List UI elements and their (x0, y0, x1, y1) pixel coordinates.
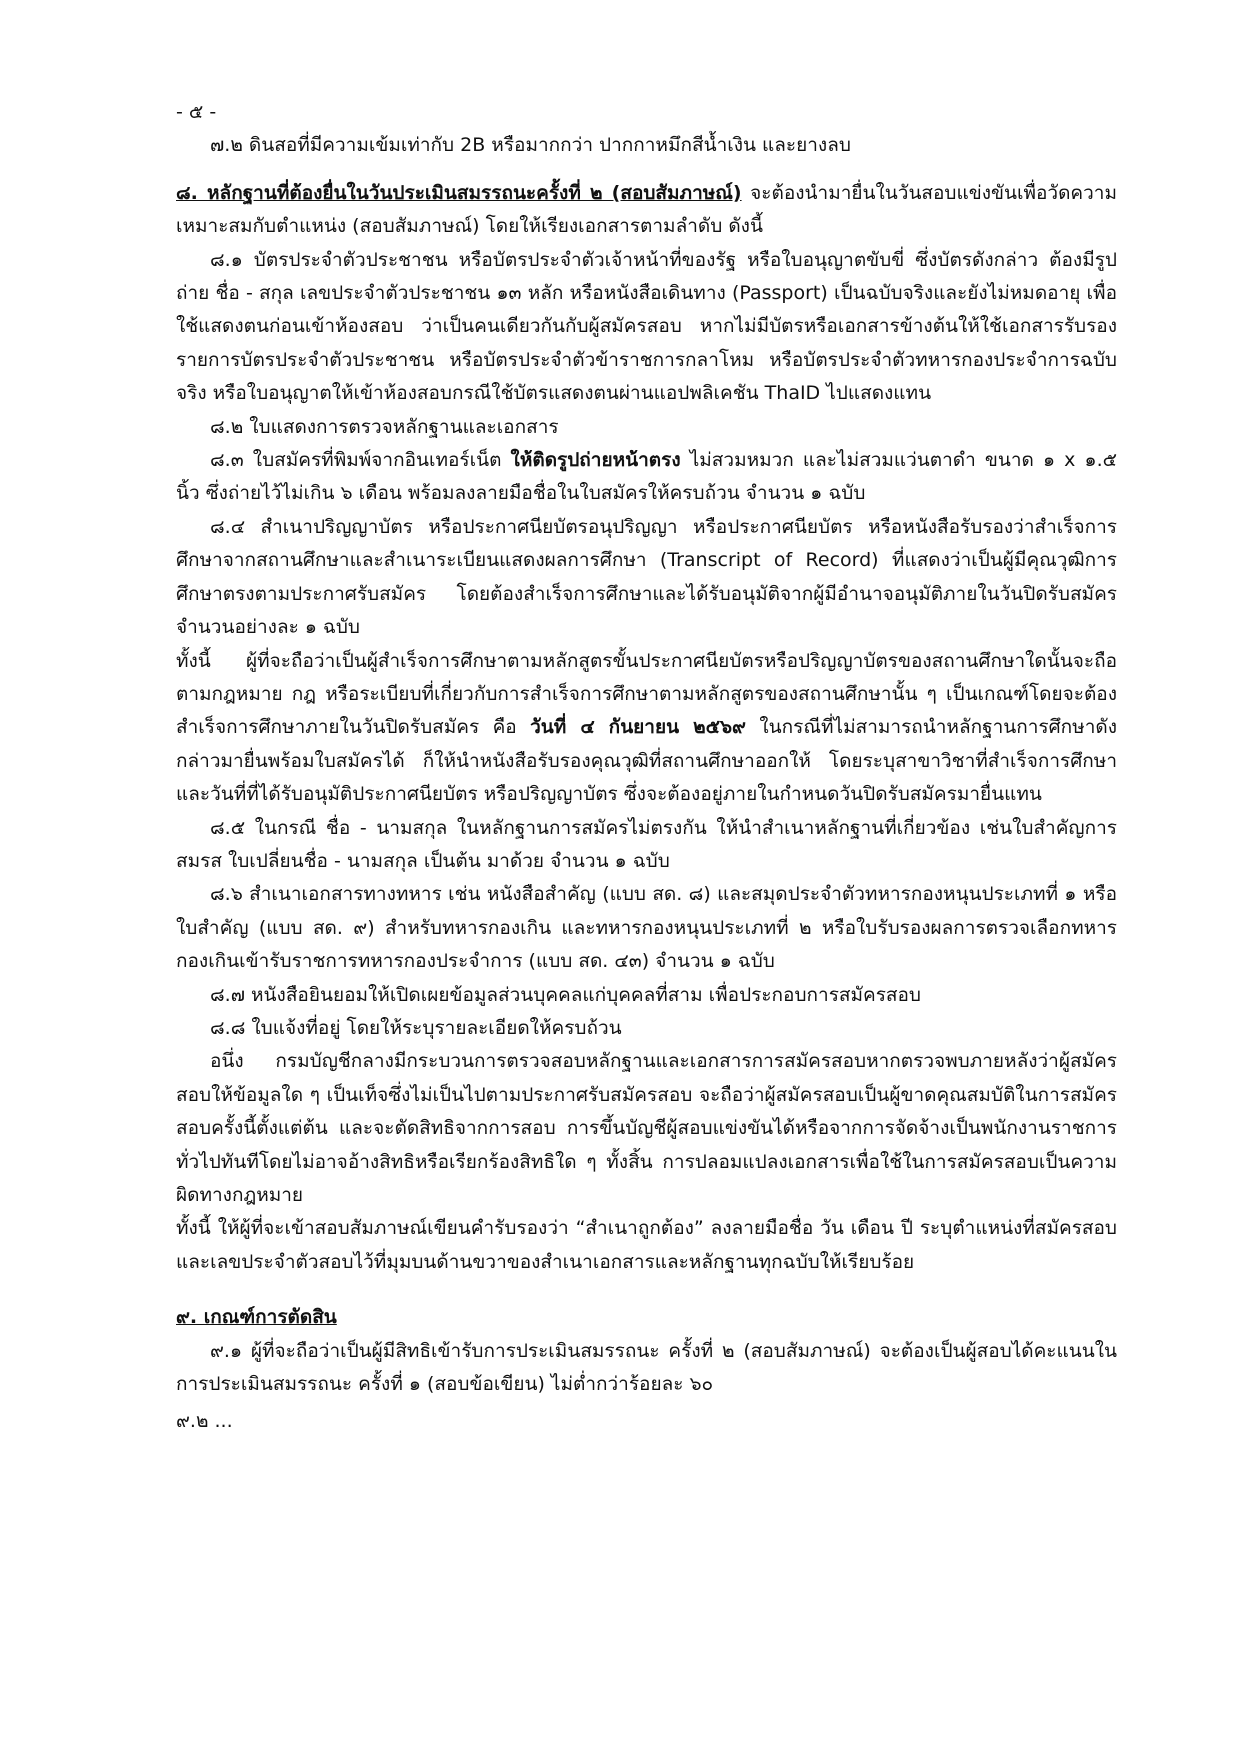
item-8-4: ๘.๔ สำเนาปริญญาบัตร หรือประกาศนียบัตรอนุปริญญา หรือประกาศนียบัตร หรือหนังสือรับรองว่าสำเร็จการศึกษาจากสถานศึกษาและสำเนาระเบียนแสดงผลการศึกษา (Transcript of Record) ที่แสดงว่าเป็นผู้มีคุณวุฒิการศึกษาตรงตามประกาศรับสมัคร โดยต้องสำเร็จการศึกษาและได้รับอนุมัติจากผู้มีอำนาจอนุมัติภายในวันปิดรับสมัครจำนวนอย่างละ ๑ ฉบับ (176, 515, 1117, 639)
section-9-paragraph (176, 1301, 1117, 1334)
item-8-3-emphasis: ให้ติดรูปถ่ายหน้าตรง (510, 449, 681, 472)
item-8-6: ๘.๖ สำเนาเอกสารทางทหาร เช่น หนังสือสำคัญ (แบบ สด. ๘) และสมุดประจำตัวทหารกองหนุนประเภทที่ ๑ หรือใบสำคัญ (แบบ สด. ๙) สำหรับทหารกองเกิน และทหารกองหนุนประเภทที่ ๒ หรือใบรับรองผลการตรวจเลือกทหารกองเกินเข้ารับราชการทหารกองประจำการ (แบบ สด. ๔๓) จำนวน ๑ ฉบับ (176, 883, 1117, 973)
certify-paragraph: ทั้งนี้ ให้ผู้ที่จะเข้าสอบสัมภาษณ์เขียนคำรับรองว่า “สำเนาถูกต้อง” ลงลายมือชื่อ วัน เดือน ปี ระบุตำแหน่งที่สมัครสอบ และเลขประจำตัวสอบไว้ที่มุมบนด้านขวาของสำเนาเอกสารและหลักฐานทุกฉบับให้เรียบร้อย (176, 1217, 1117, 1273)
page-continuation: ๙.๒ ... (176, 1410, 233, 1433)
item-8-8: ๘.๘ ใบแจ้งที่อยู่ โดยให้ระบุรายละเอียดให้ครบถ้วน (210, 1016, 622, 1039)
item-8-7: ๘.๗ หนังสือยินยอมให้เปิดเผยข้อมูลส่วนบุคคลแก่บุคคลที่สาม เพื่อประกอบการสมัครสอบ (210, 983, 921, 1006)
item-8-3-rest: ไม่สวมหมวก และไม่สวมแว่นตาดำ ขนาด ๑ x ๑.๕ นิ้ว ซึ่งถ่ายไว้ไม่เกิน ๖ เดือน พร้อมลงลายมือชื่อในใบสมัครให้ครบถ้วน จำนวน ๑ ฉบับ (176, 449, 1118, 505)
closing-date: วันที่ ๔ กันยายน ๒๕๖๙ (530, 716, 746, 739)
item-9-1: ๙.๑ ผู้ที่จะถือว่าเป็นผู้มีสิทธิเข้ารับการประเมินสมรรถนะ ครั้งที่ ๒ (สอบสัมภาษณ์) จะต้องเป็นผู้สอบได้คะแนนในการประเมินสมรรถนะ ครั้งที่ ๑ (สอบข้อเขียน) ไม่ต่ำกว่าร้อยละ ๖๐ (176, 1339, 1117, 1396)
section-9-heading: ๙. เกณฑ์การตัดสิน (176, 1306, 337, 1329)
section-8-intro: จะต้องนำมายื่นในวันสอบแข่งขันเพื่อวัดความเหมาะสมกับตำแหน่ง (สอบสัมภาษณ์) โดยให้เรียงเอกสารตามลำดับ ดังนี้ (176, 181, 1117, 238)
item-8-3-lead: ๘.๓ ใบสมัครที่พิมพ์จากอินเทอร์เน็ต (210, 449, 511, 472)
education-note (176, 645, 1117, 812)
notice-paragraph: อนึ่ง กรมบัญชีกลางมีกระบวนการตรวจสอบหลักฐานและเอกสารการสมัครสอบหากตรวจพบภายหลังว่าผู้สมัครสอบให้ข้อมูลใด ๆ เป็นเท็จซึ่งไม่เป็นไปตามประกาศรับสมัครสอบ จะถือว่าผู้สมัครสอบเป็นผู้ขาดคุณสมบัติในการสมัครสอบครั้งนี้ตั้งแต่ต้น และจะตัดสิทธิจากการสอบ การขึ้นบัญชีผู้สอบแข่งขันได้หรือจากการจัดจ้างเป็นพนักงานราชการทั่วไปทันทีโดยไม่อาจอ้างสิทธิหรือเรียกร้องสิทธิใด ๆ ทั้งสิ้น การปลอมแปลงเอกสารเพื่อใช้ในการสมัครสอบเป็นความผิดทางกฎหมาย (176, 1050, 1117, 1206)
section-8-heading: ๘. หลักฐานที่ต้องยื่นในวันประเมินสมรรถนะครั้งที่ ๒ (สอบสัมภาษณ์) (176, 181, 742, 204)
education-note-rest: ในกรณีที่ไม่สามารถนำหลักฐานการศึกษาดังกล่าวมายื่นพร้อมใบสมัครได้ ก็ให้นำหนังสือรับรองคุณวุฒิที่สถานศึกษาออกให้ โดยระบุสาขาวิชาที่สำเร็จการศึกษาและวันที่ที่ได้รับอนุมัติประกาศนียบัตร หรือปริญญาบัตร ซึ่งจะต้องอยู่ภายในกำหนดวันปิดรับสมัครมายื่นแทน (176, 716, 1117, 806)
item-8-1: ๘.๑ บัตรประจำตัวประชาชน หรือบัตรประจำตัวเจ้าหน้าที่ของรัฐ หรือใบอนุญาตขับขี่ ซึ่งบัตรดังกล่าว ต้องมีรูปถ่าย ชื่อ - สกุล เลขประจำตัวประชาชน ๑๓ หลัก หรือหนังสือเดินทาง (Passport) เป็นฉบับจริงและยังไม่หมดอายุ เพื่อใช้แสดงตนก่อนเข้าห้องสอบ ว่าเป็นคนเดียวกันกับผู้สมัครสอบ หากไม่มีบัตรหรือเอกสารข้างต้นให้ใช้เอกสารรับรองรายการบัตรประจำตัวประชาชน หรือบัตรประจำตัวข้าราชการกลาโหม หรือบัตรประจำตัวทหารกองประจำการฉบับจริง หรือใบอนุญาตให้เข้าห้องสอบกรณีใช้บัตรแสดงตนผ่านแอปพลิเคชัน ThaID ไปแสดงแทน (176, 248, 1117, 405)
item-8-5: ๘.๕ ในกรณี ชื่อ - นามสกุล ในหลักฐานการสมัครไม่ตรงกัน ให้นำสำเนาหลักฐานที่เกี่ยวข้อง เช่นใบสำคัญการสมรส ใบเปลี่ยนชื่อ - นามสกุล เป็นต้น มาด้วย จำนวน ๑ ฉบับ (176, 816, 1117, 872)
item-8-3 (176, 444, 1117, 511)
item-7-2: ๗.๒ ดินสอที่มีความเข้มเท่ากับ 2B หรือมากกว่า ปากกาหมึกสีน้ำเงิน และยางลบ (210, 134, 851, 157)
item-8-2: ๘.๒ ใบแสดงการตรวจหลักฐานและเอกสาร (210, 415, 559, 438)
page-number: - ๕ - (176, 101, 217, 123)
section-8-paragraph (176, 177, 1117, 244)
education-note-lead: ทั้งนี้ ผู้ที่จะถือว่าเป็นผู้สำเร็จการศึกษาตามหลักสูตรขั้นประกาศนียบัตรหรือปริญญาบัตรของสถานศึกษาใดนั้นจะถือตามกฎหมาย กฎ หรือระเบียบที่เกี่ยวกับการสำเร็จการศึกษาตามหลักสูตรของสถานศึกษานั้น ๆ เป็นเกณฑ์โดยจะต้องสำเร็จการศึกษาภายในวันปิดรับสมัคร คือ (176, 649, 1117, 739)
